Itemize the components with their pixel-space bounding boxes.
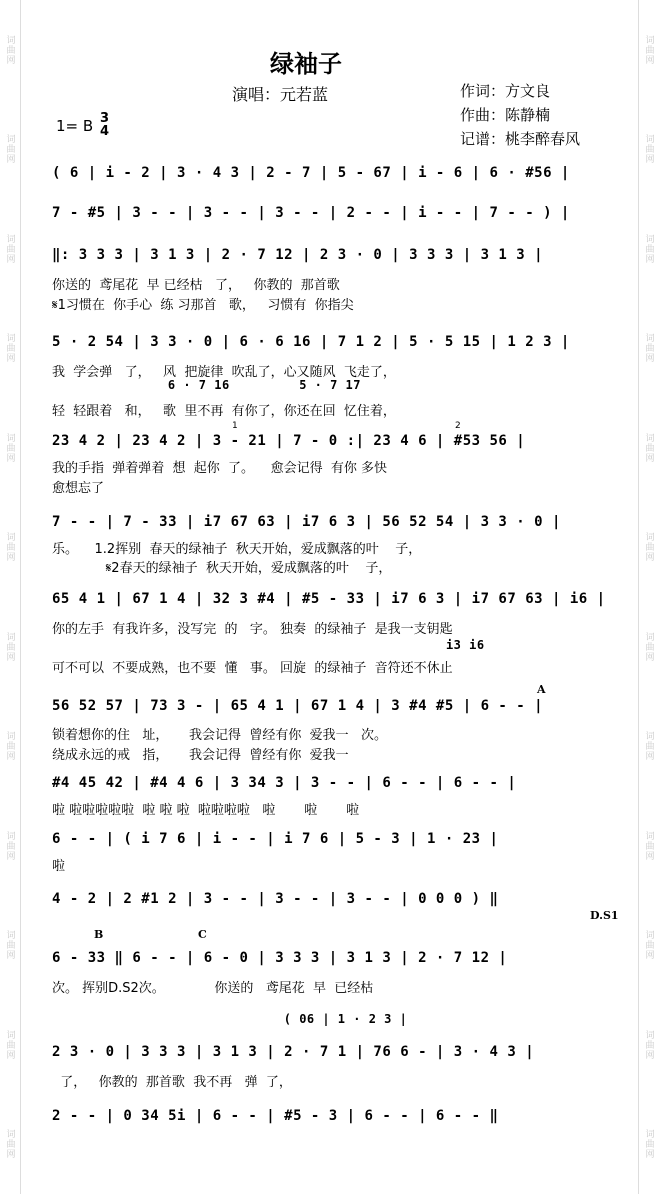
watermark: 词曲网 [4,930,15,961]
lyric-line: 可不可以 不要成熟，也不要 懂 事。 回旋 的绿袖子 音符还不休止 [52,661,453,676]
watermark: 词曲网 [4,432,15,463]
notation-line: 6 - - | ( i 7 6 | i - - | i 7 6 | 5 - 3 | 1 · 23 | [52,831,499,847]
watermark: 词曲网 [4,1129,15,1160]
watermark: 词曲网 [4,333,15,364]
watermark: 词曲网 [643,1129,654,1160]
key-signature: 1= B [56,117,94,135]
lyric-line: 我 学会弹 了， 风 把旋律 吹乱了，心又随风 飞走了， [52,365,396,380]
lyric-line: 轻 轻跟着 和， 歌 里不再 有你了，你还在回 忆住着， [52,404,396,419]
notation-line: 23 4 2 | 23 4 2 | 3 - 21 | 7 - 0 :| 23 4 6 | #53 56 | [52,433,526,449]
watermark: 词曲网 [643,432,654,463]
watermark: 词曲网 [643,830,654,861]
watermark: 词曲网 [643,731,654,762]
lyric-line: 绕成永远的戒 指， 我会记得 曾经有你 爱我一 [52,748,349,763]
transcriber-credit: 记谱：桃李醉春风 [460,130,581,148]
notation-line: i3 i6 [52,638,485,652]
notation-line: 7 - - | 7 - 33 | i7 67 63 | i7 6 3 | 56 52 54 | 3 3 · 0 | [52,514,561,530]
lyric-line: 了， 你教的 那首歌 我不再 弹 了， [52,1075,292,1090]
notation-line: 7 - #5 | 3 - - | 3 - - | 3 - - | 2 - - | i - - | 7 - - ) | [52,205,570,221]
watermark: 词曲网 [643,532,654,563]
notation-line: 4 - 2 | 2 #1 2 | 3 - - | 3 - - | 3 - - | 0 0 0 ) ‖ [52,891,499,907]
lyric-line: 锁着想你的住 址， 我会记得 曾经有你 爱我一 次。 [52,728,387,743]
watermark: 词曲网 [4,731,15,762]
singer-credit: 演唱：元若蓝 [232,85,329,104]
lyric-line: 你送的 鸢尾花 早 已经枯 了， 你教的 那首歌 [52,278,340,293]
rehearsal-mark-b: B [94,928,104,941]
ds1-mark: D.S1 [590,909,619,922]
meter-bottom: 4 [100,124,110,139]
watermark-strip-right [638,0,659,1194]
time-signature [100,112,109,138]
watermark: 词曲网 [4,532,15,563]
notation-line: 65 4 1 | 67 1 4 | 32 3 #4 | #5 - 33 | i7 6 3 | i7 67 63 | i6 | [52,591,606,607]
watermark: 词曲网 [4,1029,15,1060]
notation-line: 2 3 · 0 | 3 3 3 | 3 1 3 | 2 · 7 1 | 76 6 - | 3 · 4 3 | [52,1044,535,1060]
watermark: 词曲网 [643,134,654,165]
watermark: 词曲网 [643,631,654,662]
lyricist-credit: 作词：方文良 [460,82,551,100]
lyric-line: 𝄋2春天的绿袖子 秋天开始，爱成飘落的叶 子， [52,561,392,576]
notation-line: 6 · 7 16 5 · 7 17 [52,378,361,392]
lyric-line: 次。 挥别D.S2次。 你送的 鸢尾花 早 已经枯 [52,981,374,996]
notation-line: 6 - 33 ‖ 6 - - | 6 - 0 | 3 3 3 | 3 1 3 | 2 · 7 12 | [52,950,508,966]
lyric-line: 愈想忘了 [52,481,105,496]
lyric-line: 𝄋1习惯在 你手心 练 习那首 歌， 习惯有 你指尖 [52,298,354,313]
watermark: 词曲网 [4,34,15,65]
watermark-strip-left [0,0,21,1194]
notation-line: 56 52 57 | 73 3 - | 65 4 1 | 67 1 4 | 3 #4 #5 | 6 - - | [52,698,544,714]
lyric-line: 啦 [52,859,66,874]
watermark: 词曲网 [4,631,15,662]
rehearsal-mark-a: A [537,683,546,696]
composer-credit: 作曲：陈静楠 [460,106,551,124]
watermark: 词曲网 [4,830,15,861]
volta-1: 1 [232,421,238,431]
notation-line: ( 6 | i - 2 | 3 · 4 3 | 2 - 7 | 5 - 67 | i - 6 | 6 · #56 | [52,165,570,181]
watermark: 词曲网 [643,233,654,264]
watermark: 词曲网 [643,1029,654,1060]
song-title: 绿袖子 [270,49,342,78]
notation-line: #4 45 42 | #4 4 6 | 3 34 3 | 3 - - | 6 - - | 6 - - | [52,775,517,791]
watermark: 词曲网 [643,930,654,961]
watermark: 词曲网 [643,34,654,65]
notation-line: 5 · 2 54 | 3 3 · 0 | 6 · 6 16 | 7 1 2 | 5 · 5 15 | 1 2 3 | [52,334,570,350]
notation-line: ‖: 3 3 3 | 3 1 3 | 2 · 7 12 | 2 3 · 0 | 3 3 3 | 3 1 3 | [52,247,544,263]
meter-top: 3 [100,111,110,126]
volta-2: 2 [455,421,461,431]
watermark: 词曲网 [643,333,654,364]
lyric-line: 乐。 1.2挥别 春天的绿袖子 秋天开始，爱成飘落的叶 子， [52,542,422,557]
rehearsal-mark-c: C [198,928,207,941]
lyric-line: 你的左手 有我许多，没写完 的 字。 独奏 的绿袖子 是我一支钥匙 [52,622,453,637]
lyric-line: 啦 啦啦啦啦啦 啦 啦 啦 啦啦啦啦 啦 啦 啦 [52,803,360,818]
watermark: 词曲网 [4,233,15,264]
notation-line: ( 06 | 1 · 2 3 | [52,1012,408,1026]
watermark: 词曲网 [4,134,15,165]
notation-line: 2 - - | 0 34 5i | 6 - - | #5 - 3 | 6 - - | 6 - - ‖ [52,1108,499,1124]
lyric-line: 我的手指 弹着弹着 想 起你 了。 愈会记得 有你 多快 [52,461,387,476]
